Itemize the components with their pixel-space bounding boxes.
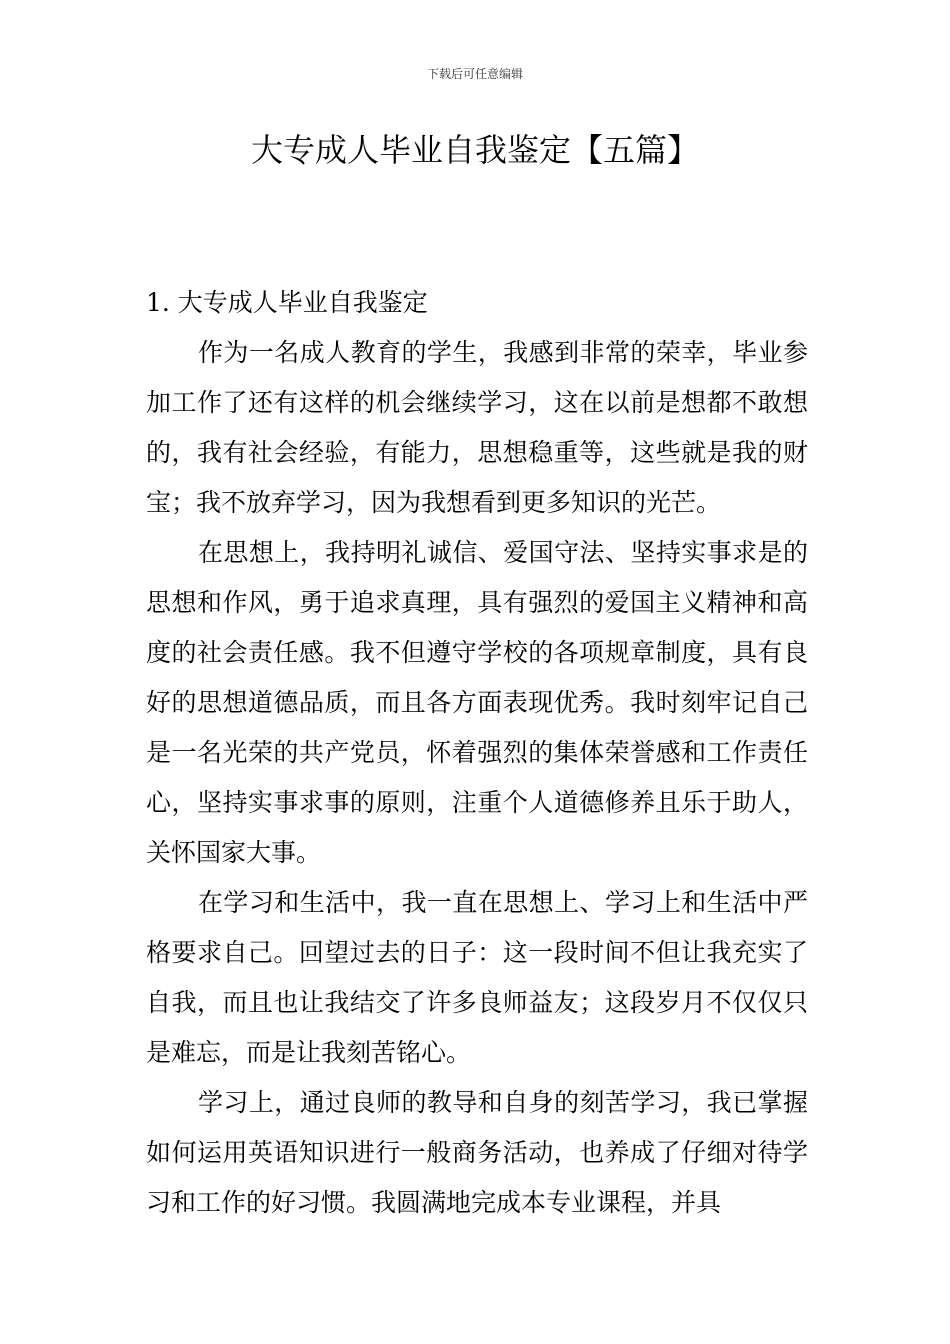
paragraph-2: 在思想上，我持明礼诚信、爱国守法、坚持实事求是的思想和作风，勇于追求真理，具有强烈的爱国主义精神和高度的社会责任感。我不但遵守学校的各项规章制度，具有良好的思想道德品质，而且各方面表现优秀。我时刻牢记自己是一名光荣的共产党员，怀着强烈的集体荣誉感和工作责任心，坚持实事求事的原则，注重个人道德修养且乐于助人，关怀国家大事。 [146,538,808,867]
paragraph-1: 作为一名成人教育的学生，我感到非常的荣幸，毕业参加工作了还有这样的机会继续学习，这在以前是想都不敢想的，我有社会经验，有能力，思想稳重等，这些就是我的财宝；我不放弃学习，因为我想看到更多知识的光芒。 [146,338,808,517]
paragraph-3: 在学习和生活中，我一直在思想上、学习上和生活中严格要求自己。回望过去的日子：这一段时间不但让我充实了自我，而且也让我结交了许多良师益友；这段岁月不仅仅只是难忘，而是让我刻苦铭心。 [146,888,808,1067]
document-body [146,278,808,1228]
header-note: 下载后可任意编辑 [426,67,523,81]
document-title: 大专成人毕业自我鉴定【五篇】 [250,131,699,169]
section-heading: 1. 大专成人毕业自我鉴定 [146,288,428,317]
paragraph-4: 学习上，通过良师的教导和自身的刻苦学习，我已掌握如何运用英语知识进行一般商务活动，也养成了仔细对待学习和工作的好习惯。我圆满地完成本专业课程，并具 [146,1088,808,1217]
